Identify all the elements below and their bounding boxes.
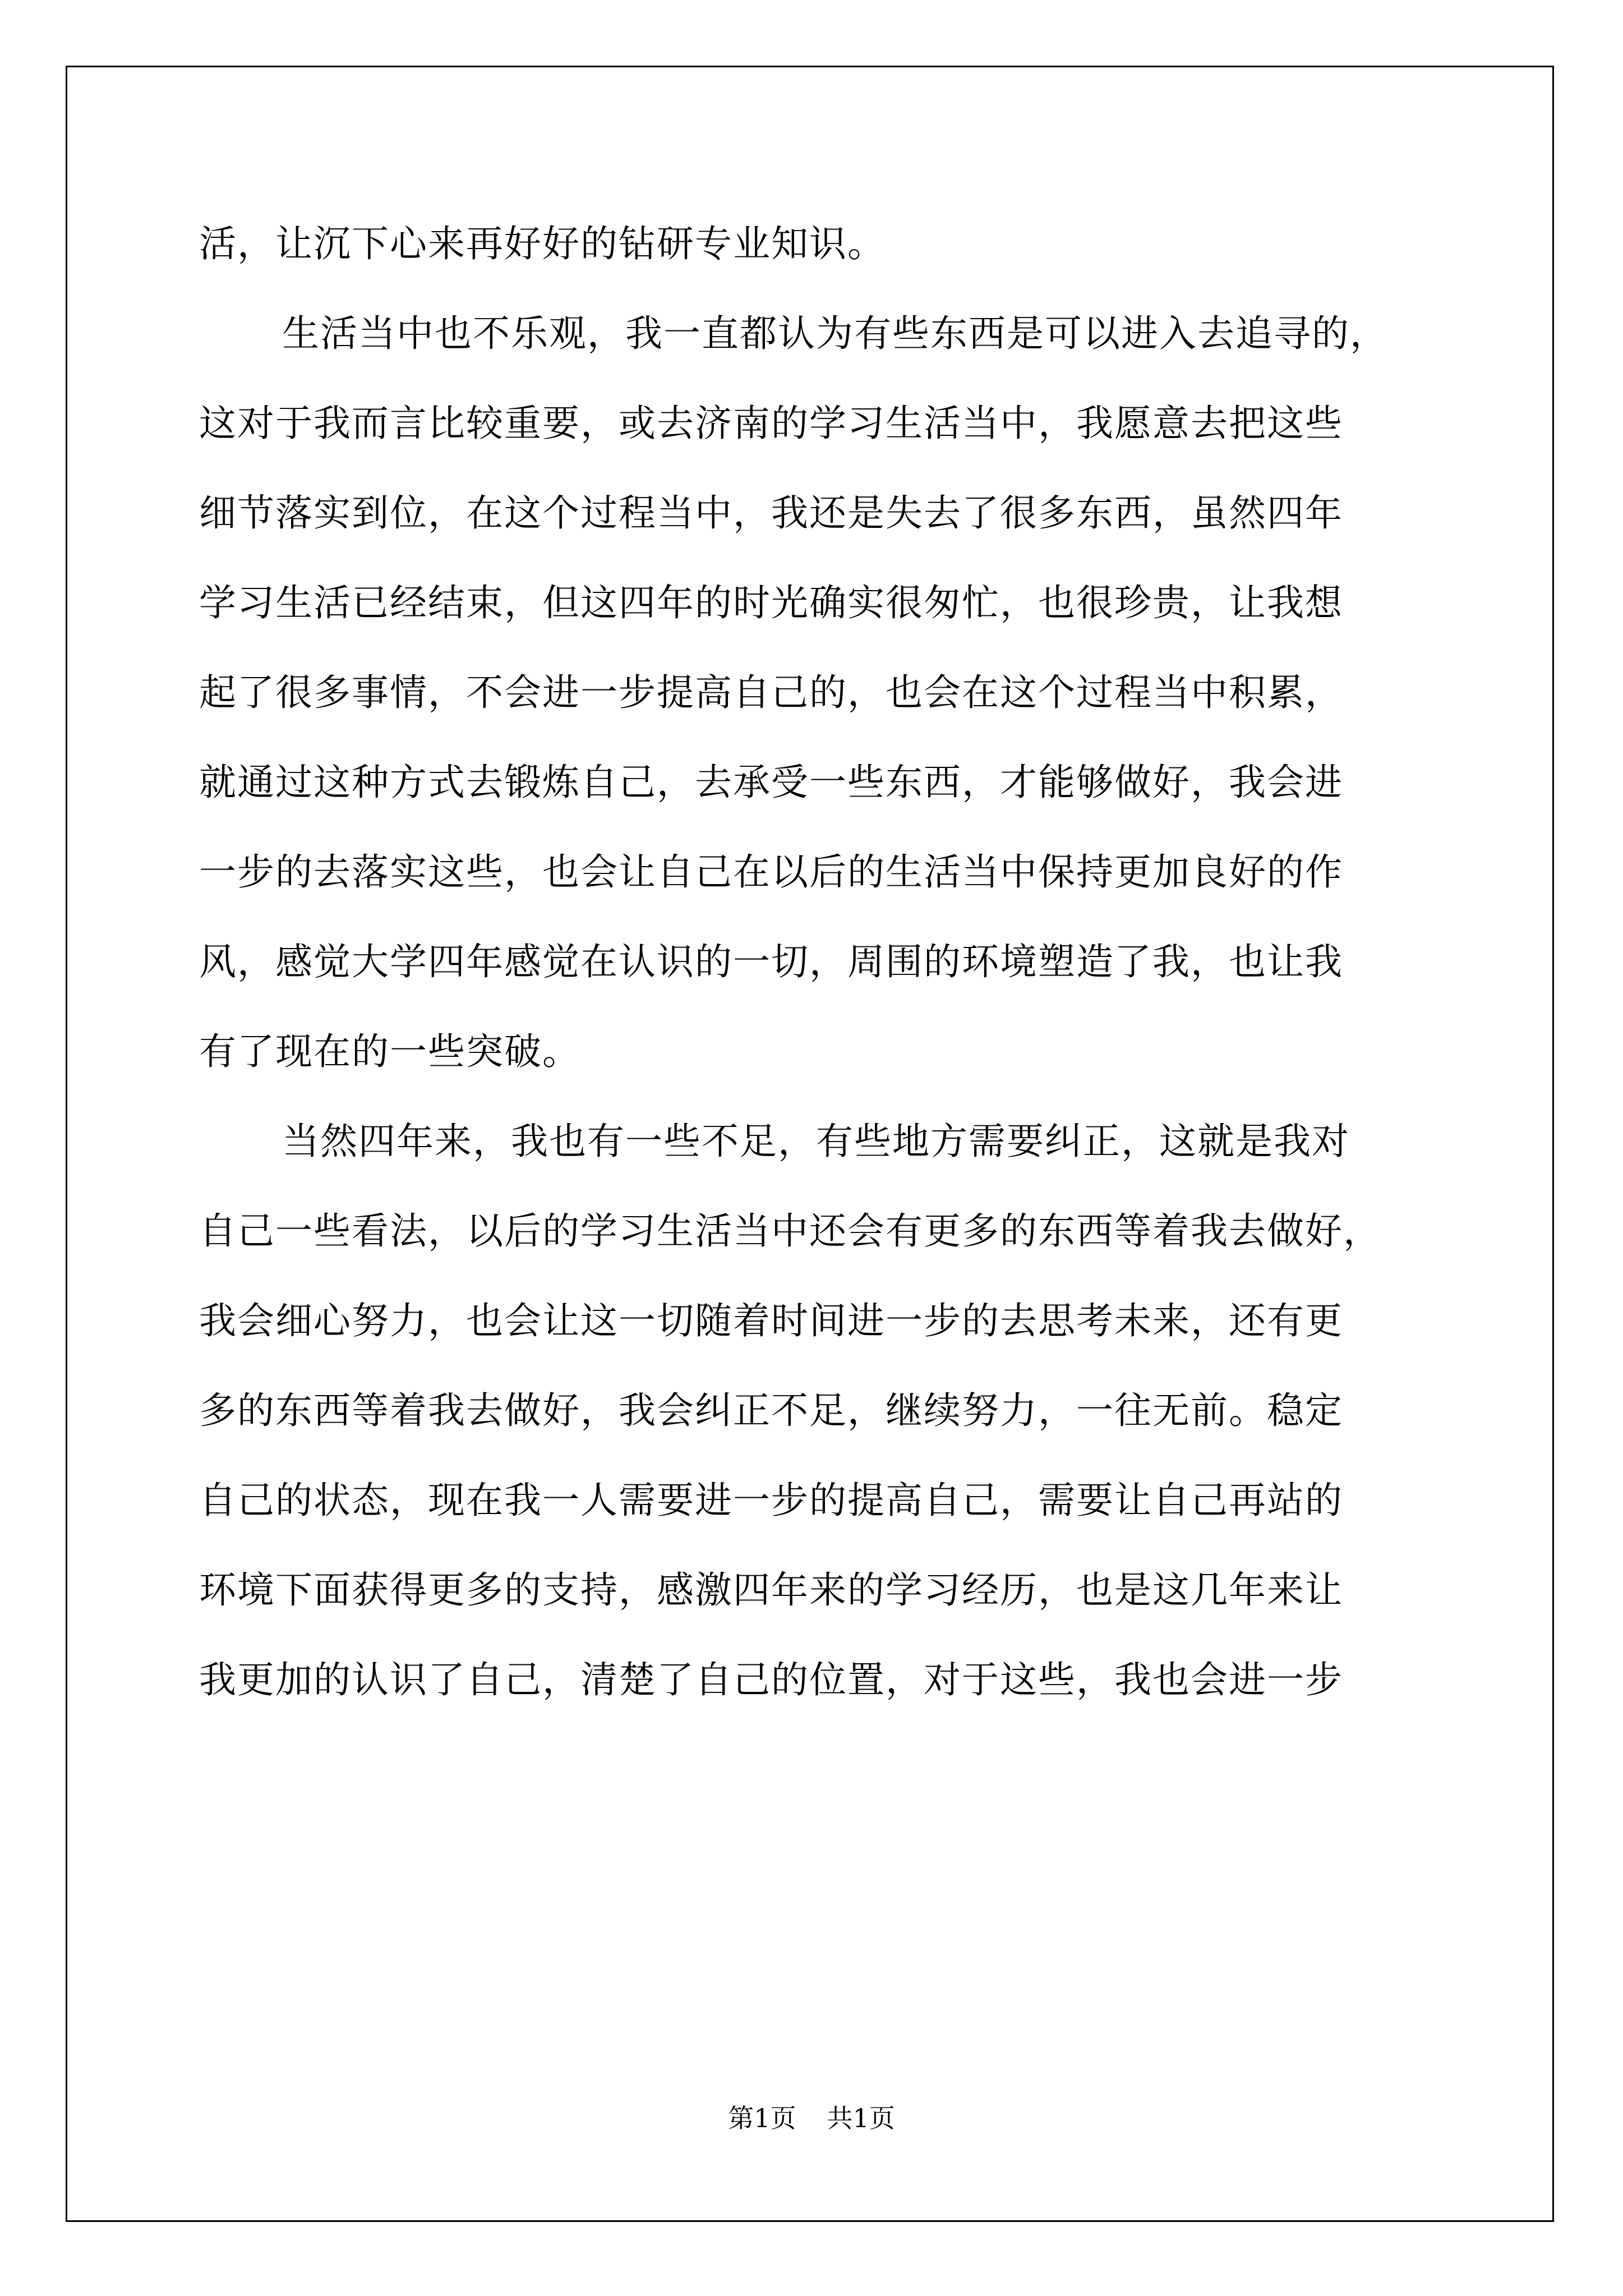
text-line: 环境下面获得更多的支持，感激四年来的学习经历，也是这几年来让 [199, 1568, 1343, 1612]
text-line: 当然四年来，我也有一些不足，有些地方需要纠正，这就是我对 [282, 1120, 1350, 1163]
page-footer [0, 2098, 1623, 2135]
text-line: 自己一些看法，以后的学习生活当中还会有更多的东西等着我去做好， [199, 1209, 1381, 1253]
text-line: 自己的状态，现在我一人需要进一步的提高自己，需要让自己再站的 [199, 1479, 1343, 1522]
text-line: 这对于我而言比较重要，或去济南的学习生活当中，我愿意去把这些 [199, 402, 1343, 445]
text-line: 我会细心努力，也会让这一切随着时间进一步的去思考未来，还有更 [199, 1299, 1343, 1342]
text-line: 起了很多事情，不会进一步提高自己的，也会在这个过程当中积累， [199, 671, 1343, 714]
text-line: 风，感觉大学四年感觉在认识的一切，周围的环境塑造了我，也让我 [199, 940, 1343, 983]
text-line: 活，让沉下心来再好好的钻研专业知识。 [199, 222, 886, 265]
text-line: 学习生活已经结束，但这四年的时光确实很匆忙，也很珍贵，让我想 [199, 581, 1343, 624]
text-line: 细节落实到位，在这个过程当中，我还是失去了很多东西，虽然四年 [199, 491, 1343, 535]
text-line: 有了现在的一些突破。 [199, 1030, 580, 1073]
text-line: 我更加的认识了自己，清楚了自己的位置，对于这些，我也会进一步 [199, 1658, 1343, 1701]
text-line: 多的东西等着我去做好，我会纠正不足，继续努力，一往无前。稳定 [199, 1389, 1343, 1432]
text-line: 就通过这种方式去锻炼自己，去承受一些东西，才能够做好，我会进 [199, 761, 1343, 804]
page-total: 共1页 [827, 2103, 895, 2133]
text-line: 生活当中也不乐观，我一直都认为有些东西是可以进入去追寻的， [282, 312, 1388, 355]
page-number: 第1页 [728, 2103, 796, 2133]
document-body [199, 199, 1447, 1725]
text-line: 一步的去落实这些，也会让自己在以后的生活当中保持更加良好的作 [199, 850, 1343, 894]
